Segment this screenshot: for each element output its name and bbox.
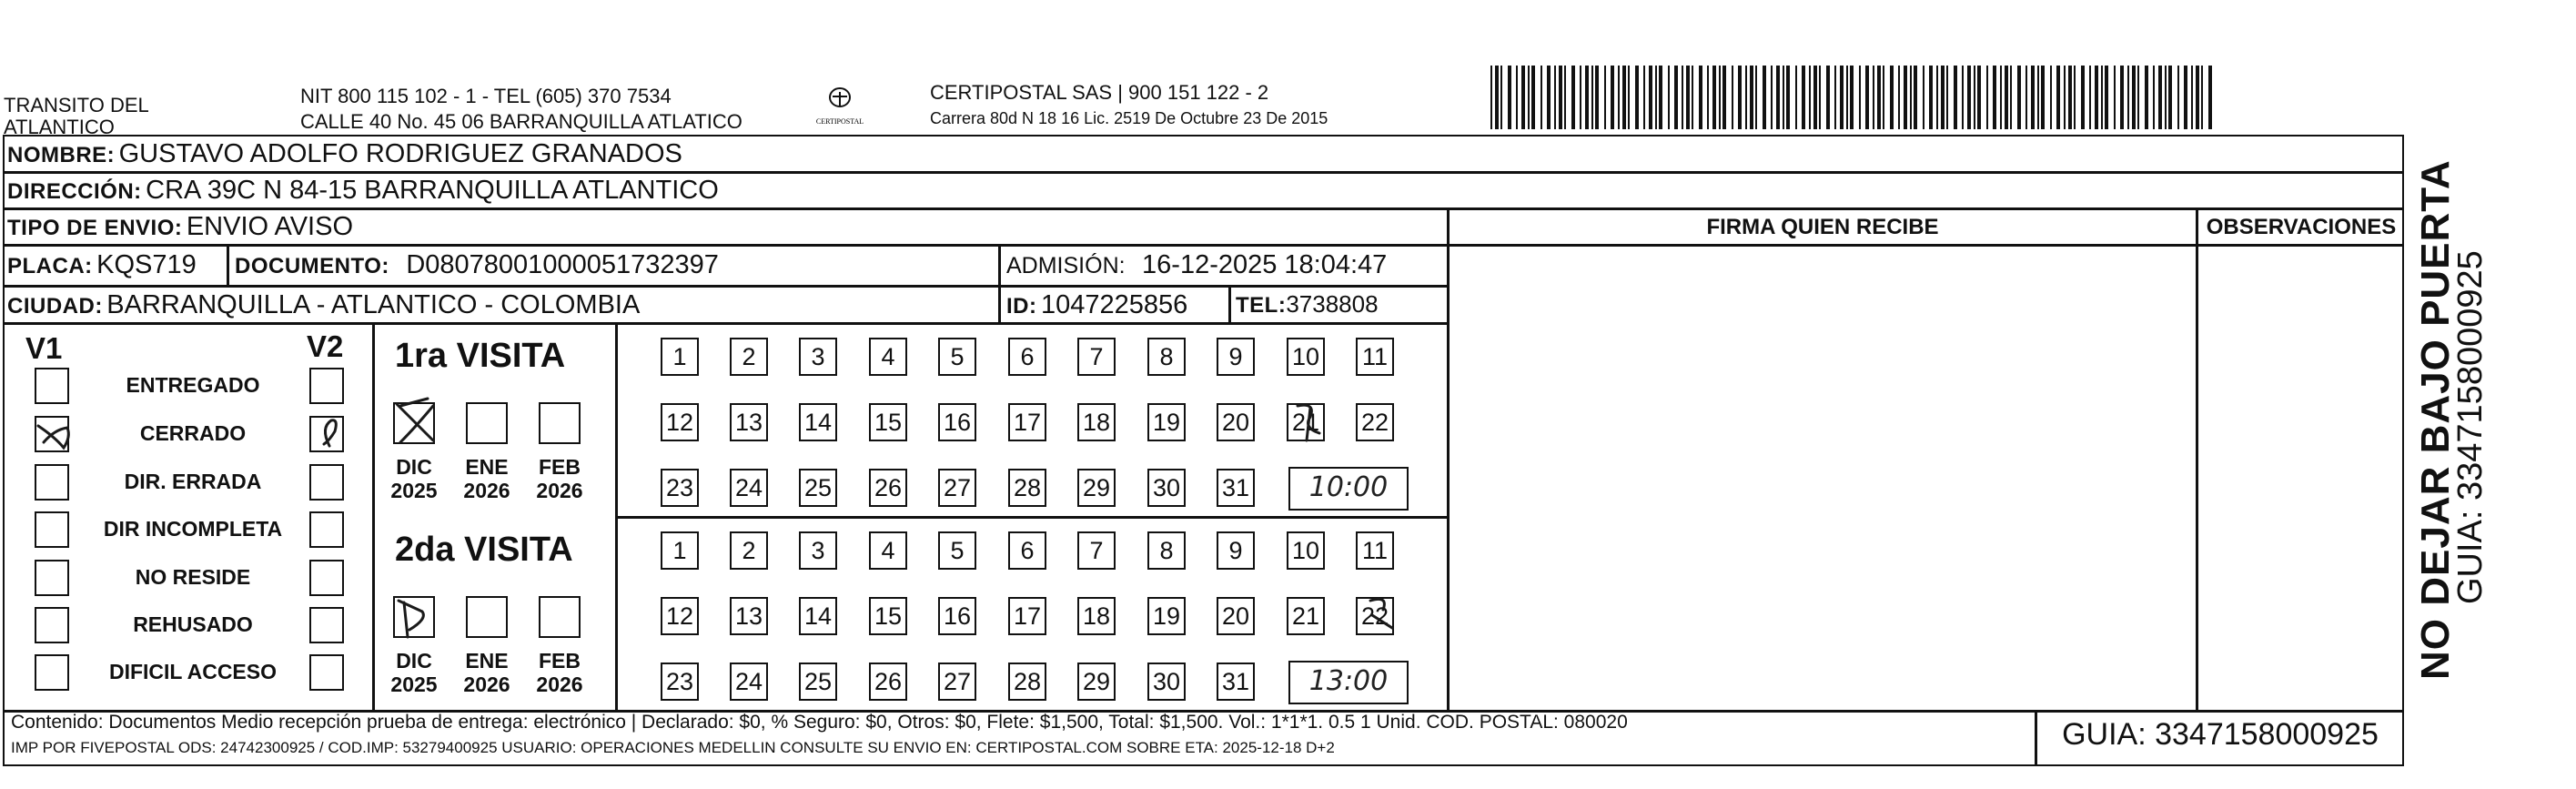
- barcode-bar: [1776, 66, 1780, 129]
- day-box[interactable]: 12: [661, 403, 699, 441]
- documento-value: D08078001000051732397: [406, 250, 719, 279]
- barcode-bar: [2196, 66, 2199, 129]
- barcode-bar: [1490, 66, 1492, 129]
- barcode-bar: [1795, 66, 1797, 129]
- month-checkbox[interactable]: [466, 402, 508, 444]
- month-checkbox[interactable]: [393, 596, 435, 638]
- barcode-bar: [1846, 66, 1848, 129]
- barcode-bar: [1923, 66, 1924, 129]
- month-checkbox[interactable]: [539, 596, 581, 638]
- logo-icon: [813, 84, 867, 138]
- barcode-bar: [2120, 66, 2124, 129]
- v1-checkbox[interactable]: [35, 368, 69, 404]
- day-box[interactable]: 3: [799, 531, 837, 570]
- barcode-bar: [1580, 66, 1581, 129]
- ciudad-value: BARRANQUILLA - ATLANTICO - COLOMBIA: [106, 290, 641, 319]
- barcode-bar: [2081, 66, 2085, 129]
- barcode-bar: [2208, 66, 2212, 129]
- placa-label: PLACA:: [7, 254, 93, 278]
- divider: [615, 322, 618, 710]
- barcode-bar: [1547, 66, 1551, 129]
- day-box[interactable]: 27: [938, 663, 976, 701]
- agency-address: CALLE 40 No. 45 06 BARRANQUILLA ATLATICO: [300, 110, 742, 133]
- barcode-bar: [1649, 66, 1652, 129]
- v2-checkbox[interactable]: [309, 368, 344, 404]
- day-box[interactable]: 9: [1217, 338, 1255, 376]
- barcode-bar: [1643, 66, 1645, 129]
- nit-line: NIT 800 115 102 - 1 - TEL (605) 370 7534: [300, 85, 672, 107]
- barcode-bar: [1528, 66, 1530, 129]
- day-box[interactable]: 14: [799, 597, 837, 635]
- v2-checkbox[interactable]: [309, 607, 344, 643]
- barcode-bar: [1967, 66, 1971, 129]
- day-box[interactable]: 21: [1287, 597, 1325, 635]
- day-box[interactable]: 21: [1287, 403, 1325, 441]
- barcode-bar: [1993, 66, 1996, 129]
- day-box[interactable]: 19: [1147, 403, 1186, 441]
- barcode-bar: [2056, 66, 2060, 129]
- barcode-bar: [1495, 66, 1499, 129]
- day-box[interactable]: 7: [1077, 338, 1116, 376]
- day-box[interactable]: 24: [730, 469, 768, 507]
- day-box[interactable]: 20: [1217, 597, 1255, 635]
- agency-contact: [300, 86, 742, 133]
- day-box[interactable]: 14: [799, 403, 837, 441]
- barcode-bar: [1604, 66, 1606, 129]
- firma-header: FIRMA QUIEN RECIBE: [1706, 215, 1939, 239]
- v2-checkbox[interactable]: [309, 560, 344, 596]
- status-label: ENTREGADO: [126, 373, 260, 397]
- barcode-bar: [1682, 66, 1683, 129]
- documento-label: DOCUMENTO:: [235, 254, 389, 278]
- barcode-bar: [1802, 66, 1805, 129]
- barcode-bar: [1771, 66, 1773, 129]
- barcode-bar: [1516, 66, 1518, 129]
- barcode-bar: [1834, 66, 1836, 129]
- barcode-bar: [1962, 66, 1964, 129]
- barcode-bar: [1859, 66, 1861, 129]
- tel-value: 3738808: [1286, 290, 1379, 318]
- barcode-bar: [1591, 66, 1593, 129]
- barcode-bar: [1531, 66, 1535, 129]
- status-label: DIR INCOMPLETA: [103, 517, 283, 541]
- status-label: DIR. ERRADA: [124, 470, 262, 493]
- barcode-bar: [1877, 66, 1881, 129]
- barcode-bar: [1941, 66, 1945, 129]
- agency-line-2: ATLANTICO: [4, 116, 115, 138]
- day-box[interactable]: 29: [1077, 469, 1116, 507]
- divider: [372, 322, 375, 710]
- divider: [227, 244, 229, 285]
- barcode-bar: [2201, 66, 2203, 129]
- barcode-bar: [2025, 66, 2027, 129]
- month-label: [382, 455, 446, 502]
- first-visit-title: 1ra VISITA: [395, 337, 566, 375]
- v1-checkbox[interactable]: [35, 464, 69, 501]
- status-label: NO RESIDE: [135, 565, 251, 589]
- day-box[interactable]: 24: [730, 663, 768, 701]
- day-box[interactable]: 26: [869, 663, 907, 701]
- divider: [2196, 207, 2198, 710]
- divider: [615, 516, 1450, 519]
- divider: [3, 322, 1450, 325]
- visit-time-box[interactable]: 10:00: [1288, 467, 1409, 511]
- day-box[interactable]: 31: [1217, 663, 1255, 701]
- month-checkbox[interactable]: [539, 402, 581, 444]
- v1-checkbox[interactable]: [35, 416, 69, 452]
- barcode-bar: [1595, 66, 1599, 129]
- day-box[interactable]: 29: [1077, 663, 1116, 701]
- day-box[interactable]: 25: [799, 663, 837, 701]
- barcode-bar: [2000, 66, 2002, 129]
- barcode-bar: [2005, 66, 2008, 129]
- day-box[interactable]: 19: [1147, 597, 1186, 635]
- month-label: [455, 455, 519, 502]
- barcode-bar: [1712, 66, 1716, 129]
- day-box[interactable]: 30: [1147, 663, 1186, 701]
- day-box[interactable]: 18: [1077, 403, 1116, 441]
- divider: [1228, 285, 1231, 322]
- day-box[interactable]: 31: [1217, 469, 1255, 507]
- barcode-bar: [2177, 66, 2179, 129]
- v1-header: V1: [25, 331, 63, 365]
- tipo-envio-label: TIPO DE ENVIO:: [7, 216, 183, 240]
- month-year: 2026: [536, 673, 583, 696]
- barcode-bar: [2101, 66, 2103, 129]
- barcode-bar: [1699, 66, 1702, 129]
- month-year: 2026: [463, 479, 510, 502]
- courier-line-2: Carrera 80d N 18 16 Lic. 2519 De Octubre 23 De 2015: [930, 109, 1328, 127]
- ciudad-label: CIUDAD:: [7, 294, 103, 319]
- barcode-bar: [2132, 66, 2136, 129]
- month-name: DIC: [396, 455, 432, 479]
- placa-cell: [7, 250, 197, 280]
- barcode-bar: [2153, 66, 2155, 129]
- nombre-row: [7, 139, 682, 169]
- status-label: REHUSADO: [133, 612, 253, 636]
- v2-checkbox[interactable]: [309, 464, 344, 501]
- barcode-bar: [2068, 66, 2072, 129]
- v2-checkbox[interactable]: [309, 416, 344, 452]
- barcode-bar: [2114, 66, 2116, 129]
- no-dejar-warning: NO DEJAR BAJO PUERTA: [2413, 159, 2458, 680]
- second-visit-title: 2da VISITA: [395, 531, 573, 569]
- barcode-bar: [1819, 66, 1821, 129]
- day-box[interactable]: 16: [938, 597, 976, 635]
- barcode-bar: [1850, 66, 1854, 129]
- barcode-bar: [2050, 66, 2052, 129]
- barcode-bar: [2191, 66, 2193, 129]
- barcode-bar: [1840, 66, 1844, 129]
- month-year: 2026: [463, 673, 510, 696]
- barcode-bar: [1655, 66, 1657, 129]
- status-label: DIFICIL ACCESO: [108, 660, 277, 683]
- month-label: [455, 649, 519, 696]
- barcode-bar: [2145, 66, 2148, 129]
- barcode-bar: [1809, 66, 1811, 129]
- admision-cell: [1006, 250, 1387, 280]
- barcode-bar: [2041, 66, 2045, 129]
- barcode-bar: [2168, 66, 2172, 129]
- side-guia-number: GUIA: 3347158000925: [2451, 250, 2490, 604]
- day-box[interactable]: 22: [1356, 597, 1394, 635]
- barcode-bar: [1786, 66, 1790, 129]
- barcode-bar: [2158, 66, 2162, 129]
- barcode-bar: [1936, 66, 1938, 129]
- barcode-bar: [1668, 66, 1670, 129]
- barcode-bar: [2037, 66, 2039, 129]
- day-box[interactable]: 3: [799, 338, 837, 376]
- guia-number: GUIA: 3347158000925: [2062, 717, 2379, 752]
- barcode-bar: [1521, 66, 1525, 129]
- barcode-bar: [1910, 66, 1912, 129]
- barcode-bar: [1946, 66, 1948, 129]
- id-cell: [1006, 290, 1187, 320]
- barcode-bar: [1707, 66, 1709, 129]
- barcode-bar: [1554, 66, 1556, 129]
- barcode-bar: [1564, 66, 1566, 129]
- agency-name: [4, 95, 149, 138]
- barcode-bar: [1585, 66, 1589, 129]
- barcode-bar: [1722, 66, 1726, 129]
- v1-checkbox[interactable]: [35, 560, 69, 596]
- barcode-bar: [1954, 66, 1957, 129]
- day-box[interactable]: 4: [869, 338, 907, 376]
- day-box[interactable]: 11: [1356, 338, 1394, 376]
- day-box[interactable]: 10: [1287, 338, 1325, 376]
- day-box[interactable]: 22: [1356, 403, 1394, 441]
- day-box[interactable]: 8: [1147, 531, 1186, 570]
- v2-checkbox[interactable]: [309, 654, 344, 691]
- status-label: CERRADO: [139, 421, 247, 445]
- direccion-row: [7, 176, 719, 206]
- month-name: DIC: [396, 649, 432, 673]
- day-box[interactable]: 4: [869, 531, 907, 570]
- day-box[interactable]: 17: [1008, 403, 1046, 441]
- tel-label: TEL:: [1236, 293, 1287, 318]
- month-checkbox[interactable]: [466, 596, 508, 638]
- day-box[interactable]: 12: [661, 597, 699, 635]
- day-box[interactable]: 9: [1217, 531, 1255, 570]
- v1-checkbox[interactable]: [35, 607, 69, 643]
- barcode-bar: [1508, 66, 1511, 129]
- courier-info: [930, 82, 1328, 128]
- day-box[interactable]: 23: [661, 469, 699, 507]
- barcode-bar: [2127, 66, 2129, 129]
- imp-line: IMP POR FIVEPOSTAL ODS: 24742300925 / COD.IMP: 53279400925 USUARIO: OPERACIONES MEDELLIN CONSULTE SU ENVIO EN: CERTIPOSTAL.COM SOBRE ETA: 2025-12-18 D+2: [11, 739, 1335, 756]
- barcode-bar: [1686, 66, 1690, 129]
- barcode-bar: [1974, 66, 1975, 129]
- barcode-bar: [1618, 66, 1620, 129]
- barcode-bar: [1674, 66, 1678, 129]
- barcode-bar: [1541, 66, 1542, 129]
- month-label: [528, 649, 591, 696]
- barcode-bar: [1890, 66, 1894, 129]
- barcode-bar: [2064, 66, 2066, 129]
- v1-checkbox[interactable]: [35, 654, 69, 691]
- barcode-bar: [2165, 66, 2167, 129]
- day-box[interactable]: 30: [1147, 469, 1186, 507]
- day-box[interactable]: 17: [1008, 597, 1046, 635]
- barcode-bar: [1763, 66, 1766, 129]
- barcode-bar: [1977, 66, 1981, 129]
- observations-area[interactable]: [2199, 246, 2402, 708]
- divider: [3, 285, 1450, 288]
- month-year: 2025: [390, 479, 438, 502]
- id-label: ID:: [1006, 294, 1037, 319]
- day-box[interactable]: 5: [938, 338, 976, 376]
- barcode-bar: [1914, 66, 1917, 129]
- barcode-bar: [1732, 66, 1733, 129]
- barcode-bar: [1571, 66, 1575, 129]
- day-box[interactable]: 2: [730, 338, 768, 376]
- v1-checkbox[interactable]: [35, 511, 69, 548]
- day-box[interactable]: 1: [661, 338, 699, 376]
- observaciones-header: OBSERVACIONES: [2206, 215, 2397, 239]
- day-box[interactable]: 20: [1217, 403, 1255, 441]
- barcode-bar: [2017, 66, 2021, 129]
- day-box[interactable]: 15: [869, 403, 907, 441]
- barcode-bar: [2010, 66, 2012, 129]
- day-box[interactable]: 13: [730, 597, 768, 635]
- day-box[interactable]: 15: [869, 597, 907, 635]
- day-box[interactable]: 8: [1147, 338, 1186, 376]
- day-box[interactable]: 6: [1008, 338, 1046, 376]
- nombre-value: GUSTAVO ADOLFO RODRIGUEZ GRANADOS: [118, 139, 682, 168]
- month-label: [382, 649, 446, 696]
- visit-time-box[interactable]: 13:00: [1288, 661, 1409, 704]
- day-box[interactable]: 2: [730, 531, 768, 570]
- agency-line-1: TRANSITO DEL: [4, 94, 149, 116]
- barcode-bar: [1883, 66, 1884, 129]
- divider: [3, 171, 2404, 174]
- month-checkbox[interactable]: [393, 402, 435, 444]
- barcode-bar: [1750, 66, 1753, 129]
- barcode-bar: [1745, 66, 1747, 129]
- barcode-bar: [2074, 66, 2076, 129]
- logo-wordmark: CERTIPOSTAL: [815, 117, 864, 126]
- barcode-bar: [2095, 66, 2098, 129]
- month-name: FEB: [539, 649, 581, 673]
- barcode-bar: [1738, 66, 1742, 129]
- barcode: [1487, 66, 2220, 129]
- barcode-bar: [1904, 66, 1907, 129]
- certipostal-logo: [813, 84, 867, 138]
- id-value: 1047225856: [1040, 290, 1188, 319]
- placa-value: KQS719: [96, 250, 197, 279]
- month-name: ENE: [465, 649, 509, 673]
- month-name: FEB: [539, 455, 581, 479]
- month-name: ENE: [465, 455, 509, 479]
- divider: [998, 244, 1001, 322]
- barcode-bar: [1783, 66, 1784, 129]
- day-box[interactable]: 18: [1077, 597, 1116, 635]
- direccion-value: CRA 39C N 84-15 BARRANQUILLA ATLANTICO: [146, 176, 719, 205]
- barcode-bar: [2105, 66, 2108, 129]
- barcode-bar: [2031, 66, 2035, 129]
- tel-cell: [1236, 290, 1379, 319]
- divider: [3, 207, 2404, 210]
- v2-checkbox[interactable]: [309, 511, 344, 548]
- barcode-bar: [1898, 66, 1900, 129]
- barcode-bar: [1622, 66, 1626, 129]
- month-label: [528, 455, 591, 502]
- day-box[interactable]: 10: [1287, 531, 1325, 570]
- barcode-bar: [2137, 66, 2139, 129]
- barcode-bar: [1692, 66, 1693, 129]
- barcode-bar: [1865, 66, 1869, 129]
- tipo-envio-value: ENVIO AVISO: [186, 212, 354, 241]
- direccion-label: DIRECCIÓN:: [7, 179, 142, 204]
- day-box[interactable]: 6: [1008, 531, 1046, 570]
- day-box[interactable]: 7: [1077, 531, 1116, 570]
- day-box[interactable]: 13: [730, 403, 768, 441]
- barcode-bar: [1813, 66, 1817, 129]
- barcode-bar: [1500, 66, 1502, 129]
- barcode-bar: [1659, 66, 1662, 129]
- day-box[interactable]: 16: [938, 403, 976, 441]
- barcode-bar: [1719, 66, 1721, 129]
- ciudad-cell: [7, 290, 640, 320]
- courier-line-1: CERTIPOSTAL SAS | 900 151 122 - 2: [930, 81, 1269, 104]
- day-box[interactable]: 28: [1008, 469, 1046, 507]
- divider: [3, 244, 1450, 247]
- v2-header: V2: [307, 329, 344, 363]
- barcode-bar: [1611, 66, 1614, 129]
- barcode-bar: [1635, 66, 1639, 129]
- contenido-line: Contenido: Documentos Medio recepción prueba de entrega: electrónico | Declarado: $0, % Seguro: $0, Otros: $0, Flete: $1,500, Total: $1,500. Vol.: 1*1*1. 0.5 1 Unid. COD. POSTAL: 080020: [11, 712, 1628, 733]
- barcode-bar: [1873, 66, 1874, 129]
- barcode-bar: [2184, 66, 2187, 129]
- barcode-bar: [1929, 66, 1933, 129]
- day-box[interactable]: 25: [799, 469, 837, 507]
- barcode-bar: [1628, 66, 1630, 129]
- admision-value: 16-12-2025 18:04:47: [1142, 250, 1388, 279]
- day-box[interactable]: 5: [938, 531, 976, 570]
- day-box[interactable]: 28: [1008, 663, 1046, 701]
- barcode-bar: [1826, 66, 1830, 129]
- signature-area[interactable]: [1450, 246, 2195, 708]
- tipo-envio-row: [7, 212, 353, 242]
- day-box[interactable]: 27: [938, 469, 976, 507]
- month-year: 2025: [390, 673, 438, 696]
- barcode-graphic: [1487, 66, 2220, 129]
- barcode-bar: [1559, 66, 1562, 129]
- divider: [1447, 207, 1450, 710]
- month-year: 2026: [536, 479, 583, 502]
- documento-cell: [235, 250, 719, 280]
- barcode-bar: [2089, 66, 2091, 129]
- nombre-label: NOMBRE:: [7, 143, 116, 167]
- day-box[interactable]: 11: [1356, 531, 1394, 570]
- day-box[interactable]: 26: [869, 469, 907, 507]
- barcode-bar: [1986, 66, 1988, 129]
- day-box[interactable]: 1: [661, 531, 699, 570]
- day-box[interactable]: 23: [661, 663, 699, 701]
- admision-label: ADMISIÓN:: [1006, 253, 1126, 278]
- barcode-bar: [1755, 66, 1757, 129]
